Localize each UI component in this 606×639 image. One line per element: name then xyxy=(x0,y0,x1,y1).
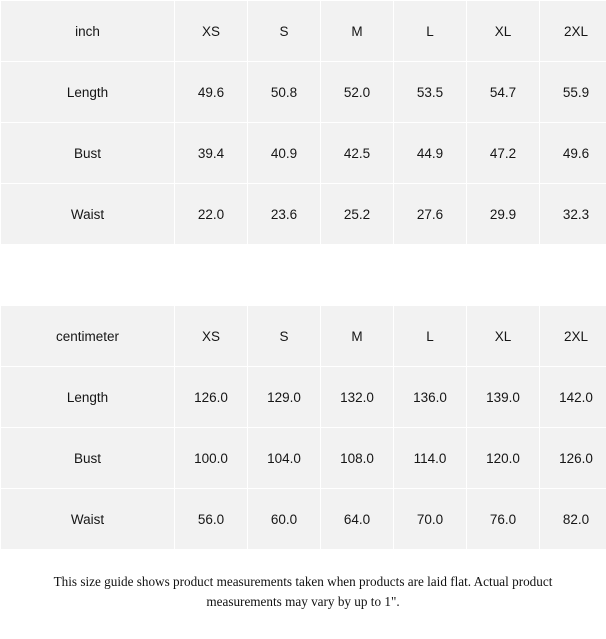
cell-inch-length-xl: 54.7 xyxy=(467,62,540,123)
size-header-m: M xyxy=(321,1,394,62)
cell-inch-length-s: 50.8 xyxy=(248,62,321,123)
size-guide-note xyxy=(0,550,606,612)
cell-cm-length-xl: 139.0 xyxy=(467,367,540,428)
cell-cm-waist-l: 70.0 xyxy=(394,489,467,550)
unit-label-centimeter: centimeter xyxy=(1,306,175,367)
measure-label-waist: Waist xyxy=(1,184,175,245)
measure-label-bust: Bust xyxy=(1,123,175,184)
cell-inch-bust-l: 44.9 xyxy=(394,123,467,184)
measure-label-bust: Bust xyxy=(1,428,175,489)
size-header-l: L xyxy=(394,1,467,62)
cell-cm-bust-s: 104.0 xyxy=(248,428,321,489)
cell-cm-length-m: 132.0 xyxy=(321,367,394,428)
cell-cm-length-l: 136.0 xyxy=(394,367,467,428)
cell-cm-length-xs: 126.0 xyxy=(175,367,248,428)
cell-inch-length-m: 52.0 xyxy=(321,62,394,123)
cell-inch-waist-xl: 29.9 xyxy=(467,184,540,245)
unit-label-inch: inch xyxy=(1,1,175,62)
cell-cm-bust-l: 114.0 xyxy=(394,428,467,489)
cell-inch-waist-2xl: 32.3 xyxy=(540,184,606,245)
table-row xyxy=(1,489,606,550)
cell-inch-length-2xl: 55.9 xyxy=(540,62,606,123)
cell-inch-bust-m: 42.5 xyxy=(321,123,394,184)
cell-cm-bust-xs: 100.0 xyxy=(175,428,248,489)
cell-inch-bust-s: 40.9 xyxy=(248,123,321,184)
note-line-2: measurements may vary by up to 1". xyxy=(206,593,400,609)
table-row xyxy=(1,62,606,123)
size-header-s: S xyxy=(248,306,321,367)
table-row xyxy=(1,367,606,428)
cell-inch-bust-2xl: 49.6 xyxy=(540,123,606,184)
cell-cm-waist-m: 64.0 xyxy=(321,489,394,550)
size-header-xs: XS xyxy=(175,1,248,62)
cell-inch-bust-xl: 47.2 xyxy=(467,123,540,184)
size-header-xl: XL xyxy=(467,1,540,62)
measure-label-waist: Waist xyxy=(1,489,175,550)
cell-inch-bust-xs: 39.4 xyxy=(175,123,248,184)
table-row xyxy=(1,184,606,245)
table-header-row xyxy=(1,1,606,62)
cell-cm-waist-2xl: 82.0 xyxy=(540,489,606,550)
size-header-2xl: 2XL xyxy=(540,306,606,367)
size-table-inch xyxy=(0,0,606,245)
cell-cm-bust-xl: 120.0 xyxy=(467,428,540,489)
size-header-2xl: 2XL xyxy=(540,1,606,62)
table-separator xyxy=(0,245,606,305)
cell-inch-length-xs: 49.6 xyxy=(175,62,248,123)
size-header-xl: XL xyxy=(467,306,540,367)
cell-cm-length-s: 129.0 xyxy=(248,367,321,428)
cell-inch-waist-s: 23.6 xyxy=(248,184,321,245)
cell-cm-length-2xl: 142.0 xyxy=(540,367,606,428)
size-header-l: L xyxy=(394,306,467,367)
cell-cm-bust-2xl: 126.0 xyxy=(540,428,606,489)
cell-cm-waist-xl: 76.0 xyxy=(467,489,540,550)
measure-label-length: Length xyxy=(1,367,175,428)
size-table-centimeter xyxy=(0,305,606,550)
table-header-row xyxy=(1,306,606,367)
size-header-m: M xyxy=(321,306,394,367)
table-row xyxy=(1,428,606,489)
table-row xyxy=(1,123,606,184)
size-header-s: S xyxy=(248,1,321,62)
cell-inch-length-l: 53.5 xyxy=(394,62,467,123)
cell-cm-waist-xs: 56.0 xyxy=(175,489,248,550)
cell-inch-waist-xs: 22.0 xyxy=(175,184,248,245)
size-header-xs: XS xyxy=(175,306,248,367)
cell-inch-waist-l: 27.6 xyxy=(394,184,467,245)
cell-inch-waist-m: 25.2 xyxy=(321,184,394,245)
cell-cm-waist-s: 60.0 xyxy=(248,489,321,550)
note-line-1: This size guide shows product measurements taken when products are laid flat. Actual product xyxy=(53,574,553,589)
cell-cm-bust-m: 108.0 xyxy=(321,428,394,489)
measure-label-length: Length xyxy=(1,62,175,123)
